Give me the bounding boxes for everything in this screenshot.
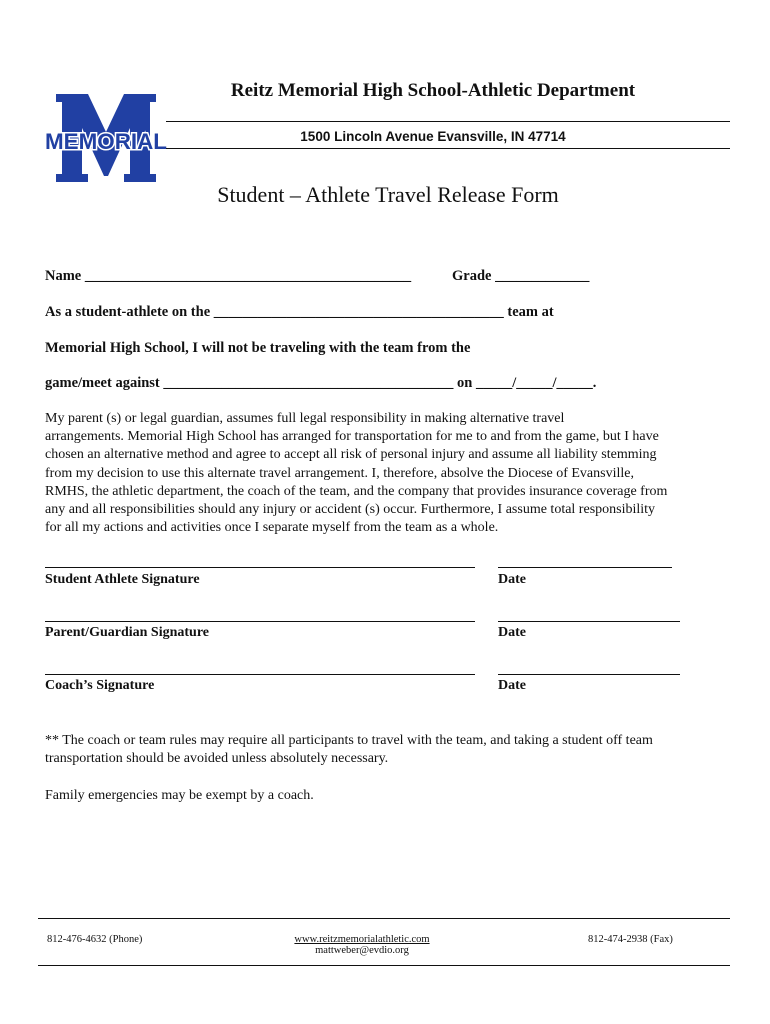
footer-email[interactable]: mattweber@evdio.org [315, 945, 409, 956]
student-date-label: Date [498, 572, 526, 587]
paragraph-line: from my decision to use this alternate travel arrangement. I, therefore, absolve the Diocese of Evansville, [45, 465, 634, 481]
paragraph-line: chosen an alternative method and agree to accept all risk of personal injury and assume all liability stemming [45, 447, 657, 463]
student-signature-label: Student Athlete Signature [45, 572, 200, 587]
student-date-line[interactable] [498, 567, 672, 568]
family-emergency-note: Family emergencies may be exempt by a coach. [45, 788, 314, 803]
header-rule-bottom [166, 148, 730, 149]
coach-date-line[interactable] [498, 674, 680, 675]
form-title: Student – Athlete Travel Release Form [217, 182, 559, 207]
parent-date-label: Date [498, 625, 526, 640]
memorial-logo [44, 92, 168, 184]
footer-contact [260, 934, 464, 956]
paragraph-line: any and all responsibilities should any injury or accident (s) occur. Furthermore, I assume total responsibility [45, 502, 656, 518]
footer-rule-top [38, 918, 730, 919]
paragraph-line: arrangements. Memorial High School has arranged for transportation for me to and from the game, but I have [45, 429, 659, 445]
memorial-line: Memorial High School, I will not be traveling with the team from the [45, 340, 471, 356]
footer-website-link[interactable]: www.reitzmemorialathletic.com [294, 934, 430, 945]
grade-field[interactable]: Grade _____________ [452, 268, 590, 284]
team-field[interactable]: As a student-athlete on the ________________________________________ team at [45, 304, 554, 320]
note-line: transportation should be avoided unless absolutely necessary. [45, 751, 389, 767]
game-meet-field[interactable]: game/meet against ________________________________________ on _____/_____/_____. [45, 375, 597, 391]
coach-date-label: Date [498, 678, 526, 693]
logo-text: MEMORIAL [45, 129, 167, 154]
parent-signature-label: Parent/Guardian Signature [45, 625, 210, 640]
release-paragraph [45, 410, 725, 537]
coach-signature-line[interactable] [45, 674, 475, 675]
name-field[interactable]: Name _____________________________________________ [45, 268, 412, 284]
header-rule-top [166, 121, 730, 122]
note-line: ** The coach or team rules may require all participants to travel with the team, and taking a student off team [45, 733, 653, 748]
footer-fax: 812-474-2938 (Fax) [588, 934, 673, 945]
school-address: 1500 Lincoln Avenue Evansville, IN 47714 [300, 129, 566, 144]
travel-note [45, 732, 725, 768]
paragraph-line: RMHS, the athletic department, the coach of the team, and the company that provides insurance coverage from [45, 483, 668, 499]
coach-signature-label: Coach’s Signature [45, 678, 155, 693]
student-signature-line[interactable] [45, 567, 475, 568]
footer-rule-bottom [38, 965, 730, 966]
paragraph-line: My parent (s) or legal guardian, assumes full legal responsibility in making alternative travel [45, 411, 565, 426]
paragraph-line: for all my actions and activities once I separate myself from the team as a whole. [45, 520, 499, 536]
footer-phone: 812-476-4632 (Phone) [47, 934, 143, 945]
school-title: Reitz Memorial High School-Athletic Department [230, 80, 636, 101]
parent-signature-line[interactable] [45, 621, 475, 622]
parent-date-line[interactable] [498, 621, 680, 622]
